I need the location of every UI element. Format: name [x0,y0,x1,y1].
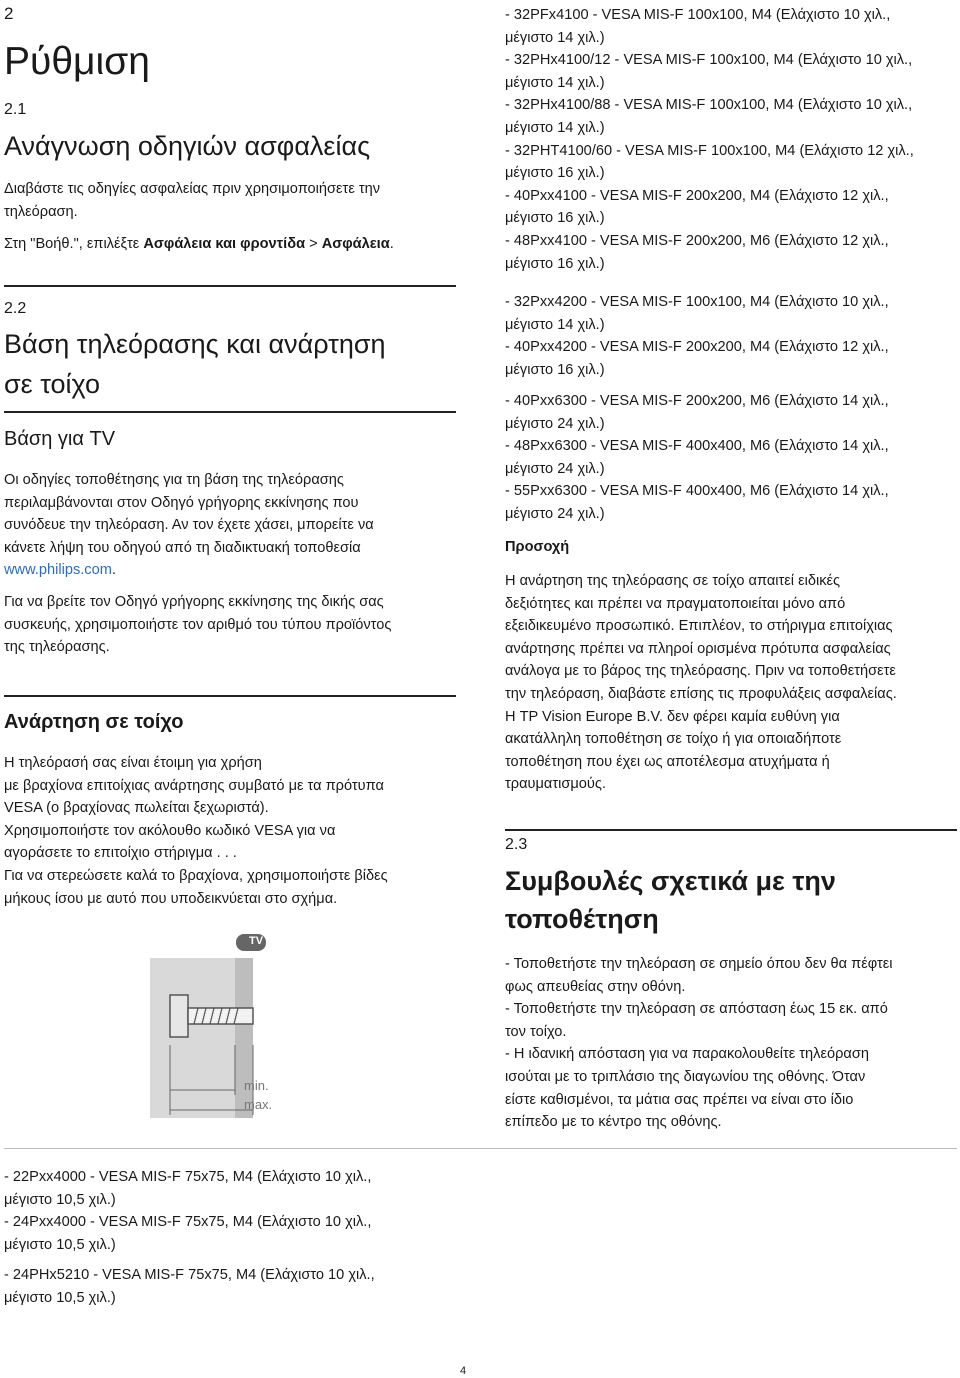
section-2-1-title: Ανάγνωση οδηγιών ασφαλείας [4,131,371,161]
philips-link[interactable]: www.philips.com [4,562,112,579]
vesa-line: - 32PHx4100/12 - VESA MIS-F 100x100, M4 (Ελάχιστο 10 χιλ., [505,52,913,69]
wall-mount-text [4,752,456,910]
wall-title: Ανάρτηση σε τοίχο [4,711,184,733]
divider-2-2 [4,285,456,287]
safety-intro-text: Διαβάστε τις οδηγίες ασφαλείας πριν χρησιμοποιήσετε την τηλεόραση. [4,181,381,220]
section-2-2-title-line1: Βάση τηλεόρασης και ανάρτηση [4,329,386,359]
caution-line: ανάλογα με το βάρος της τηλεόρασης. Πριν να τοποθετήσετε [505,663,896,680]
vesa-list-right-a [505,4,957,275]
stand2-line-1: Για να βρείτε τον Οδηγό γρήγορης εκκίνησης της δικής σας [4,594,384,610]
tip-line: - Τοποθετήστε την τηλεόραση σε σημείο όπου δεν θα πέφτει [505,956,893,972]
tip-line: - Η ιδανική απόσταση για να παρακολουθείτε τηλεόραση [505,1046,869,1063]
section-2-2-title-line2: σε τοίχο [4,369,100,399]
wall-line: VESA (ο βραχίονας πωλείται ξεχωριστά). [4,800,269,817]
tip-line: τον τοίχο. [505,1023,567,1040]
wall-line: με βραχίονα επιτοίχιας ανάρτησης συμβατό με τα πρότυπα [4,777,384,794]
caution-title: Προσοχή [505,539,570,555]
caution-line: Η TP Vision Europe B.V. δεν φέρει καμία ευθύνη για [505,708,840,725]
tv-back-edge [235,958,253,1118]
caution-line: τραυματισμούς. [505,776,606,793]
tip-line: ισούται με το τριπλάσιο της διαγωνίου της οθόνης. Όταν [505,1068,866,1085]
vesa-line: - 40Pxx4100 - VESA MIS-F 200x200, M4 (Ελάχιστο 12 χιλ., [505,187,889,204]
vesa-list-right-b [505,291,957,381]
wall-line: μήκους ίσου με αυτό που υποδεικνύεται στο σχήμα. [4,890,338,907]
stand-line-4: κάνετε λήψη του οδηγού από τη διαδικτυακή τοποθεσία [4,539,361,556]
tip-line: φως απευθείας στην οθόνη. [505,978,686,995]
vesa-line: - 48Pxx4100 - VESA MIS-F 200x200, M6 (Ελάχιστο 12 χιλ., [505,232,889,249]
vesa-line: - 55Pxx6300 - VESA MIS-F 400x400, M6 (Ελάχιστο 14 χιλ., [505,483,889,500]
vesa-line: - 32PHx4100/88 - VESA MIS-F 100x100, M4 (Ελάχιστο 10 χιλ., [505,97,913,114]
link-period: . [111,562,116,579]
vesa-line: - 40Pxx6300 - VESA MIS-F 200x200, M6 (Ελάχιστο 14 χιλ., [505,393,889,409]
vesa-line: μέγιστο 16 χιλ.) [505,255,605,272]
vesa-line: - 48Pxx6300 - VESA MIS-F 400x400, M6 (Ελάχιστο 14 χιλ., [505,438,889,455]
stand-line-2: περιλαμβάνονται στον Οδηγό γρήγορης εκκίνησης που [4,494,359,511]
vesa-line: μέγιστο 14 χιλ.) [505,74,605,91]
wall-line: αγοράσετε το επιτοίχιο στήριγμα . . . [4,845,237,862]
chapter-title: Ρύθμιση [4,40,150,83]
divider-2-3 [505,829,957,831]
vesa-line: - 32PFx4100 - VESA MIS-F 100x100, M4 (Ελάχιστο 10 χιλ., [505,7,891,23]
vesa-line: μέγιστο 10,5 χιλ.) [4,1191,116,1208]
vesa-list-right-c [505,390,957,526]
stand-line-3: συνόδευε την τηλεόραση. Αν τον έχετε χάσει, μπορείτε να [4,517,374,534]
stand-line-5 [4,559,456,582]
vesa-line: μέγιστο 16 χιλ.) [505,210,605,227]
caution-line: εξειδικευμένο προσωπικό. Επιπλέον, το στήριγμα επιτοίχιας [505,618,893,635]
stand-paragraph-2 [4,591,456,659]
section-2-1-number: 2.1 [4,101,27,118]
stand-paragraph [4,469,456,582]
help-path-sep: > [305,236,322,252]
vesa-line: - 24PHx5210 - VESA MIS-F 75x75, M4 (Ελάχιστο 10 χιλ., [4,1267,375,1284]
vesa-line: μέγιστο 24 χιλ.) [505,460,605,477]
vesa-line: μέγιστο 16 χιλ.) [505,361,605,378]
caution-text [505,570,957,796]
vesa-line: - 32PHT4100/60 - VESA MIS-F 100x100, M4 (Ελάχιστο 12 χιλ., [505,142,914,159]
vesa-line: - 32Pxx4200 - VESA MIS-F 100x100, M4 (Ελάχιστο 10 χιλ., [505,294,889,310]
placement-tips [505,953,957,1134]
section-2-3-title-line1: Συμβουλές σχετικά με την [505,866,836,896]
vesa-line: - 40Pxx4200 - VESA MIS-F 200x200, M4 (Ελάχιστο 12 χιλ., [505,339,889,356]
caution-line: ακατάλληλη τοποθέτηση σε τοίχο ή για οποιαδήποτε [505,731,842,748]
caution-line: Η ανάρτηση της τηλεόρασης σε τοίχο απαιτεί ειδικές [505,573,841,589]
chapter-number: 2 [4,4,14,23]
vesa-line: μέγιστο 10,5 χιλ.) [4,1236,116,1253]
help-path-end: . [389,236,394,252]
caution-line: τοποθέτηση που έχει ως αποτέλεσμα ατυχήματα ή [505,753,830,770]
vesa-line: μέγιστο 14 χιλ.) [505,29,605,46]
vesa-line: μέγιστο 24 χιλ.) [505,505,605,522]
divider-wall [4,695,456,697]
help-path-safety: Ασφάλεια [321,236,390,252]
section-2-3-number: 2.3 [505,836,528,853]
section-2-2-number: 2.2 [4,300,27,317]
vesa-line: μέγιστο 14 χιλ.) [505,119,605,136]
vesa-list-left [4,1166,456,1310]
wall-line: Για να στερεώσετε καλά το βραχίονα, χρησιμοποιήστε βίδες [4,867,388,884]
divider-stand [4,411,456,413]
vesa-line: μέγιστο 14 χιλ.) [505,316,605,333]
caution-line: την τηλεόραση, διαβάστε επίσης τις προφυλάξεις ασφαλείας. [505,685,897,702]
max-label: max. [244,1097,273,1112]
min-label: min. [244,1078,269,1093]
help-path-prefix: Στη "Βοήθ.", επιλέξτε [4,236,144,252]
stand-line-1: Οι οδηγίες τοποθέτησης για τη βάση της τηλεόρασης [4,472,344,488]
section-2-3-title-line2: τοποθέτηση [505,904,659,934]
tip-line: επίπεδο με το κέντρο της οθόνης. [505,1114,722,1131]
stand2-line-2: συσκευής, χρησιμοποιήστε τον αριθμό του τύπου προϊόντος [4,616,392,633]
page-number: 4 [460,1365,467,1377]
stand2-line-3: της τηλεόρασης. [4,639,110,656]
tip-line: είστε καθισμένοι, τα μάτια σας πρέπει να είναι στο ίδιο [505,1091,854,1108]
wall-line: Χρησιμοποιήστε τον ακόλουθο κωδικό VESA για να [4,822,336,839]
vesa-line: - 22Pxx4000 - VESA MIS-F 75x75, M4 (Ελάχιστο 10 χιλ., [4,1169,372,1185]
vesa-line: μέγιστο 16 χιλ.) [505,165,605,182]
wall-line: Η τηλεόρασή σας είναι έτοιμη για χρήση [4,755,262,771]
tv-label: TV [248,935,264,947]
vesa-line: - 24Pxx4000 - VESA MIS-F 75x75, M4 (Ελάχιστο 10 χιλ., [4,1214,372,1231]
tip-line: - Τοποθετήστε την τηλεόραση σε απόσταση έως 15 εκ. από [505,1001,888,1018]
stand-title: Βάση για TV [4,428,116,450]
safety-help-path [4,233,456,256]
help-path-care: Ασφάλεια και φροντίδα [143,236,306,252]
vesa-line: μέγιστο 24 χιλ.) [505,415,605,432]
vesa-line: μέγιστο 10,5 χιλ.) [4,1289,116,1306]
divider-bottom [4,1148,957,1149]
caution-line: ανάρτησης πρέπει να πληροί ορισμένα πρότυπα ασφαλείας [505,640,891,657]
caution-line: δεξιότητες και πρέπει να πραγματοποιείται μόνο από [505,595,846,612]
